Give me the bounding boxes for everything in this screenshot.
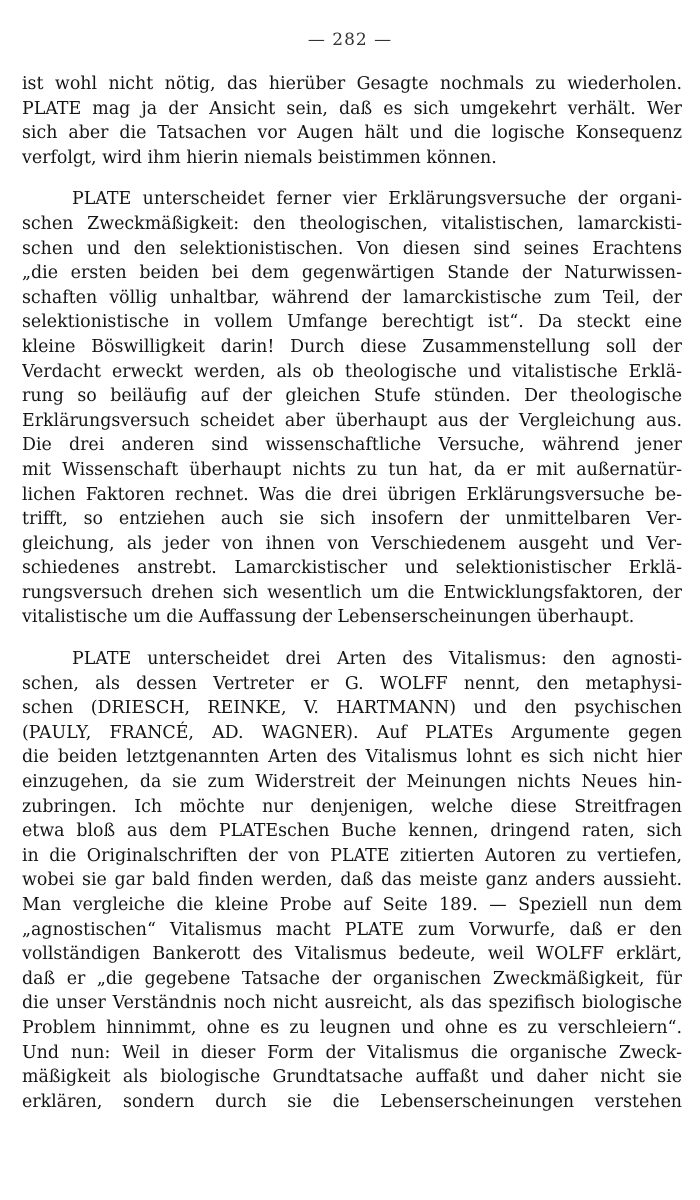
text-line: PLATE unterscheidet ferner vier Erklärungsversuche der organi- xyxy=(72,189,682,210)
text-line: in die Originalschriften der von PLATE zitierten Autoren zu vertiefen, xyxy=(22,845,682,866)
text-line: erklären, sondern durch sie die Lebenserscheinungen verstehen xyxy=(22,1091,682,1112)
text-line: einzugehen, da sie zum Widerstreit der Meinungen nichts Neues hin- xyxy=(22,772,682,793)
paragraph-gap xyxy=(22,170,682,187)
page-body xyxy=(22,72,682,1114)
text-line: gleichung, als jeder von ihnen von Verschiedenem ausgeht und Ver- xyxy=(22,533,682,554)
text-line: selektionistische in vollem Umfange berechtigt ist“. Da steckt eine xyxy=(22,312,682,333)
text-line: Problem hinnimmt, ohne es zu leugnen und ohne es zu verschleiern“. xyxy=(22,1017,682,1038)
text-line: schen und den selektionistischen. Von diesen sind seines Erachtens xyxy=(22,238,682,259)
text-line: schen Zweckmäßigkeit: den theologischen, vitalistischen, lamarckisti- xyxy=(22,213,682,234)
text-line: PLATE mag ja der Ansicht sein, daß es sich umgekehrt verhält. Wer xyxy=(22,98,682,119)
text-line: wobei sie gar bald finden werden, daß das meiste ganz anders aussieht. xyxy=(22,870,682,891)
text-line: etwa bloß aus dem PLATEschen Buche kennen, dringend raten, sich xyxy=(22,821,682,842)
text-line: schen (DRIESCH, REINKE, V. HARTMANN) und den psychischen xyxy=(22,698,682,719)
text-line: ist wohl nicht nötig, das hierüber Gesagte nochmals zu wiederholen. xyxy=(22,74,682,94)
text-line: Erklärungsversuch scheidet aber überhaupt aus der Vergleichung aus. xyxy=(22,410,682,431)
text-line: verfolgt, wird ihm hierin niemals beistimmen können. xyxy=(22,147,497,168)
paragraph-3 xyxy=(22,647,682,1114)
text-line: „die ersten beiden bei dem gegenwärtigen Stande der Naturwissen- xyxy=(22,263,682,284)
paragraph-1 xyxy=(22,72,682,170)
text-line: sich aber die Tatsachen vor Augen hält und die logische Konsequenz xyxy=(22,123,682,144)
text-line: kleine Böswilligkeit darin! Durch diese Zusammenstellung soll der xyxy=(22,336,682,357)
text-line: daß er „die gegebene Tatsache der organischen Zweckmäßigkeit, für xyxy=(22,968,682,989)
text-line: mit Wissenschaft überhaupt nichts zu tun hat, da er mit außernatür- xyxy=(22,459,682,480)
text-line: lichen Faktoren rechnet. Was die drei übrigen Erklärungsversuche be- xyxy=(22,484,682,505)
text-line: mäßigkeit als biologische Grundtatsache auffaßt und daher nicht sie xyxy=(22,1067,682,1088)
text-line: trifft, so entziehen auch sie sich insofern der unmittelbaren Ver- xyxy=(22,509,682,530)
text-line: die unser Verständnis noch nicht ausreicht, als das spezifisch biologische xyxy=(22,993,682,1014)
text-line: rungsversuch drehen sich wesentlich um die Entwicklungsfaktoren, der xyxy=(22,582,682,603)
text-line: die beiden letztgenannten Arten des Vitalismus lohnt es sich nicht hier xyxy=(22,747,682,768)
text-line: schiedenes anstrebt. Lamarckistischer und selektionistischer Erklä- xyxy=(22,558,682,579)
text-line: zubringen. Ich möchte nur denjenigen, welche diese Streitfragen xyxy=(22,796,682,817)
page-number: — 282 — xyxy=(307,30,393,50)
text-line: vollständigen Bankerott des Vitalismus bedeute, weil WOLFF erklärt, xyxy=(22,944,682,965)
text-line: PLATE unterscheidet drei Arten des Vitalismus: den agnosti- xyxy=(72,649,682,670)
text-line: schen, als dessen Vertreter er G. WOLFF nennt, den metaphysi- xyxy=(22,673,682,694)
text-line: vitalistische um die Auffassung der Lebenserscheinungen überhaupt. xyxy=(22,607,635,628)
text-line: (PAULY, FRANCÉ, AD. WAGNER). Auf PLATEs Argumente gegen xyxy=(22,722,682,743)
text-line: Verdacht erweckt werden, als ob theologische und vitalistische Erklä- xyxy=(22,361,682,382)
paragraph-2 xyxy=(22,187,682,630)
text-line: Die drei anderen sind wissenschaftliche Versuche, während jener xyxy=(22,435,682,456)
text-line: rung so beiläufig auf der gleichen Stufe stünden. Der theologische xyxy=(22,386,682,407)
text-line: Und nun: Weil in dieser Form der Vitalismus die organische Zweck- xyxy=(22,1042,682,1063)
text-line: schaften völlig unhaltbar, während der lamarckistische zum Teil, der xyxy=(22,287,682,308)
paragraph-gap xyxy=(22,630,682,647)
text-line: „agnostischen“ Vitalismus macht PLATE zum Vorwurfe, daß er den xyxy=(22,919,682,940)
text-line: Man vergleiche die kleine Probe auf Seite 189. — Speziell nun dem xyxy=(22,895,682,915)
